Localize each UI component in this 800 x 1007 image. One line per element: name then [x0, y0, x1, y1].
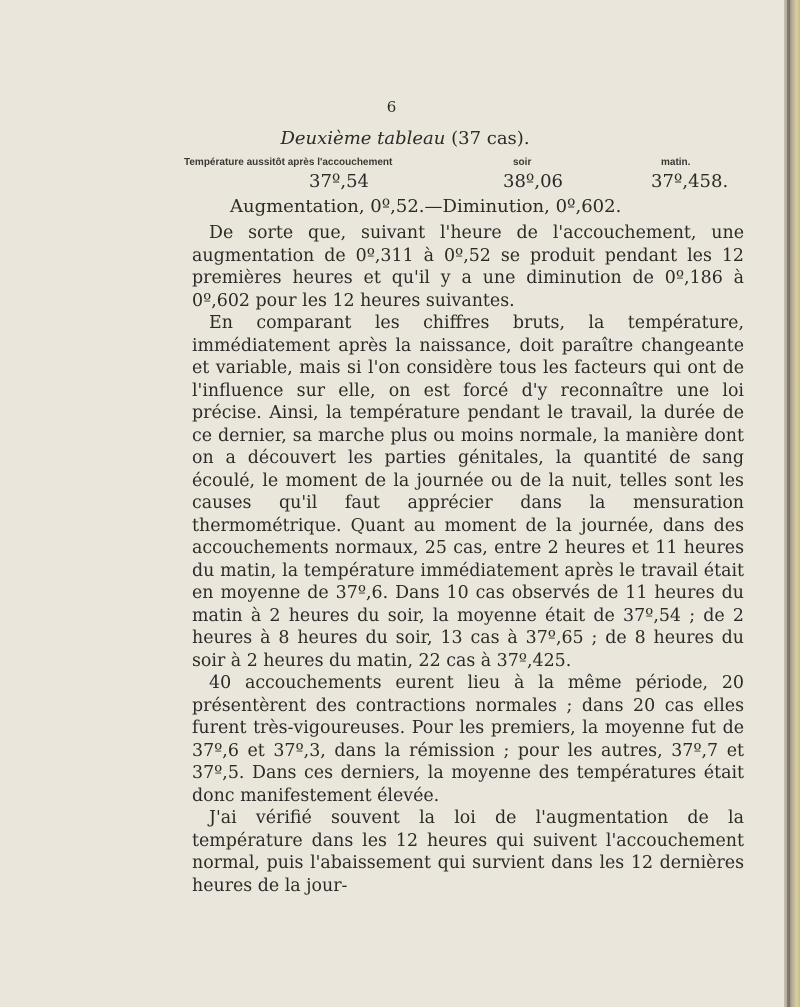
- paragraph: J'ai vérifié souvent la loi de l'augmentation de la température dans les 12 heures qui suivent l'accouchement normal, puis l'abaissement qui survient dans les 12 dernières heures de la jour-: [192, 808, 744, 896]
- table-title-italic: Deuxième tableau: [280, 128, 446, 149]
- paragraph: 40 accouchements eurent lieu à la même période, 20 présentèrent des contractions normales ; dans 20 cas elles furent très-vigoureuses. Pour les premiers, la moyenne fut de 37º,6 et 37º,3, dans la rémission ; pour les autres, 37º,7 et 37º,5. Dans ces derniers, la moyenne des températures était donc manifestement élevée.: [192, 673, 744, 806]
- body-text: [192, 222, 744, 897]
- table-summary: Augmentation, 0º,52.—Diminution, 0º,602.: [230, 196, 622, 217]
- table-values-row: [0, 171, 784, 193]
- paragraph: De sorte que, suivant l'heure de l'accouchement, une augmentation de 0º,311 à 0º,52 se produit pendant les 12 premières heures et qu'il y a une diminution de 0º,186 à 0º,602 pour les 12 heures suivantes.: [192, 223, 744, 311]
- page-number: 6: [386, 98, 398, 116]
- page-edge-shadow: [787, 0, 790, 1007]
- header-morning: matin.: [661, 157, 691, 168]
- header-evening: soir: [513, 157, 532, 168]
- table-column-headers: [0, 157, 784, 171]
- table-title-count: (37 cas).: [451, 128, 530, 149]
- value-morning: 37º,458.: [651, 171, 729, 192]
- header-immediate: Température aussitôt après l'accouchement: [184, 157, 393, 168]
- table-title: [150, 128, 660, 149]
- paragraph: En comparant les chiffres bruts, la température, immédiatement après la naissance, doit paraître changeante et variable, mais si l'on considère tous les facteurs qui ont de l'influence sur elle, on est forcé d'y reconnaître une loi précise. Ainsi, la température pendant le travail, la durée de ce dernier, sa marche plus ou moins normale, la manière dont on a découvert les parties génitales, la quantité de sang écoulé, le moment de la journée ou de la nuit, telles sont les causes qu'il faut apprécier dans la mensuration thermométrique. Quant au moment de la journée, dans des accouchements normaux, 25 cas, entre 2 heures et 11 heures du matin, la température immédiatement après le travail était en moyenne de 37º,6. Dans 10 cas observés de 11 heures du matin à 2 heures du soir, la moyenne était de 37º,54 ; de 2 heures à 8 heures du soir, 13 cas à 37º,65 ; de 8 heures du soir à 2 heures du matin, 22 cas à 37º,425.: [192, 313, 744, 671]
- value-immediate: 37º,54: [309, 171, 369, 192]
- value-evening: 38º,06: [503, 171, 563, 192]
